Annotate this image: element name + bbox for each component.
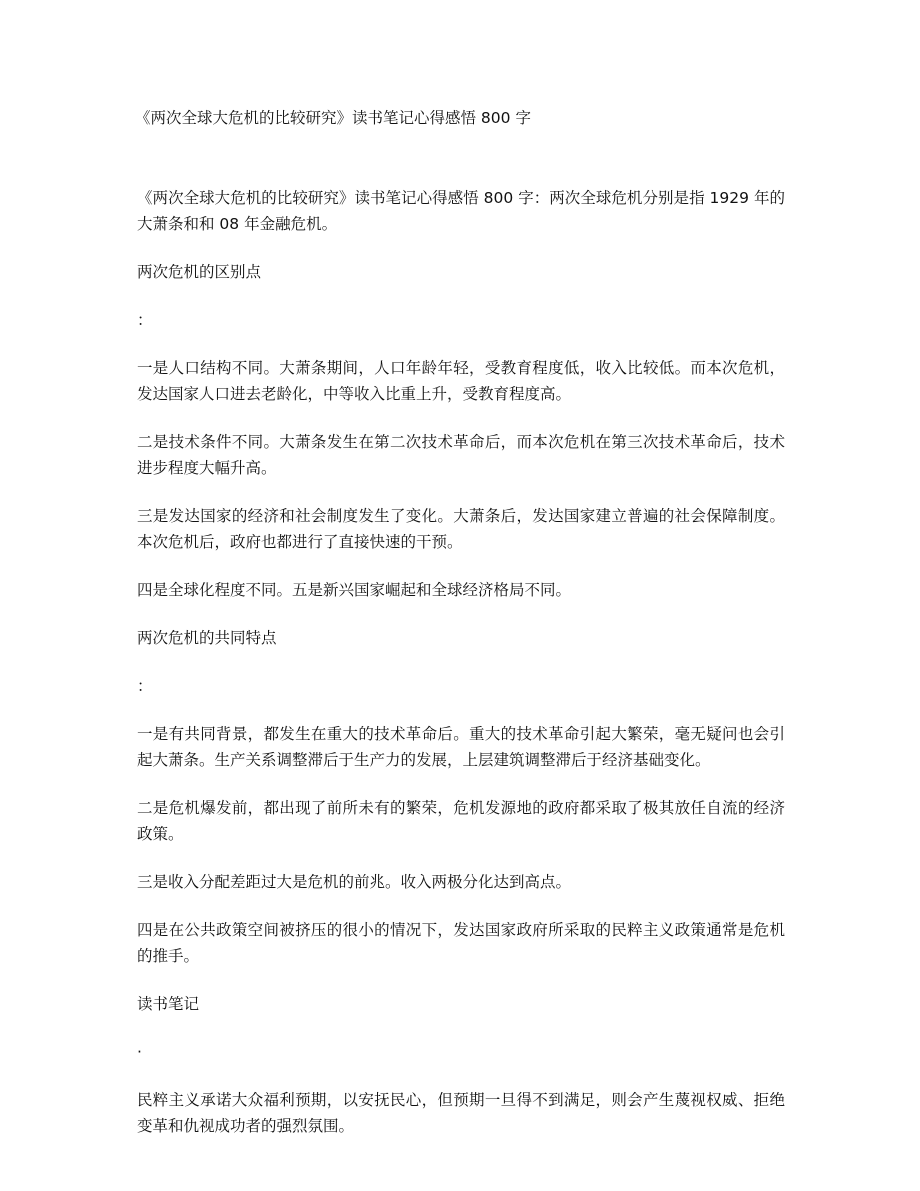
difference-paragraph-1: 一是人口结构不同。大萧条期间，人口年龄年轻，受教育程度低，收入比较低。而本次危机，发达国家人口进去老龄化，中等收入比重上升，受教育程度高。 [137,359,785,403]
colon-line: ： [137,311,153,329]
dot-line: · [137,1043,142,1061]
section-heading-notes: 读书笔记 [137,995,200,1013]
common-paragraph-2: 二是危机爆发前，都出现了前所未有的繁荣，危机发源地的政府都采取了极其放任自流的经济政策。 [137,799,785,843]
common-paragraph-1: 一是有共同背景，都发生在重大的技术革命后。重大的技术革命引起大繁荣，毫无疑问也会引起大萧条。生产关系调整滞后于生产力的发展，上层建筑调整滞后于经济基础变化。 [137,725,785,769]
document-body [137,185,785,1139]
common-paragraph-3: 三是收入分配差距过大是危机的前兆。收入两极分化达到高点。 [137,873,572,891]
section-heading-differences: 两次危机的区别点 [137,263,262,281]
difference-paragraph-3: 三是发达国家的经济和社会制度发生了变化。大萧条后，发达国家建立普遍的社会保障制度。本次危机后，政府也都进行了直接快速的干预。 [137,507,785,551]
difference-paragraph-4: 四是全球化程度不同。五是新兴国家崛起和全球经济格局不同。 [137,581,572,599]
difference-paragraph-2: 二是技术条件不同。大萧条发生在第二次技术革命后，而本次危机在第三次技术革命后，技术进步程度大幅升高。 [137,433,785,477]
intro-paragraph: 《两次全球大危机的比较研究》读书笔记心得感悟 800 字：两次全球危机分别是指 1929 年的大萧条和和 08 年金融危机。 [137,189,785,233]
colon-line: ： [137,677,153,695]
common-paragraph-4: 四是在公共政策空间被挤压的很小的情况下，发达国家政府所采取的民粹主义政策通常是危机的推手。 [137,921,785,965]
section-heading-common: 两次危机的共同特点 [137,629,277,647]
notes-paragraph: 民粹主义承诺大众福利预期，以安抚民心，但预期一旦得不到满足，则会产生蔑视权威、拒绝变革和仇视成功者的强烈氛围。 [137,1091,785,1135]
document-title: 《两次全球大危机的比较研究》读书笔记心得感悟 800 字 [135,109,531,127]
